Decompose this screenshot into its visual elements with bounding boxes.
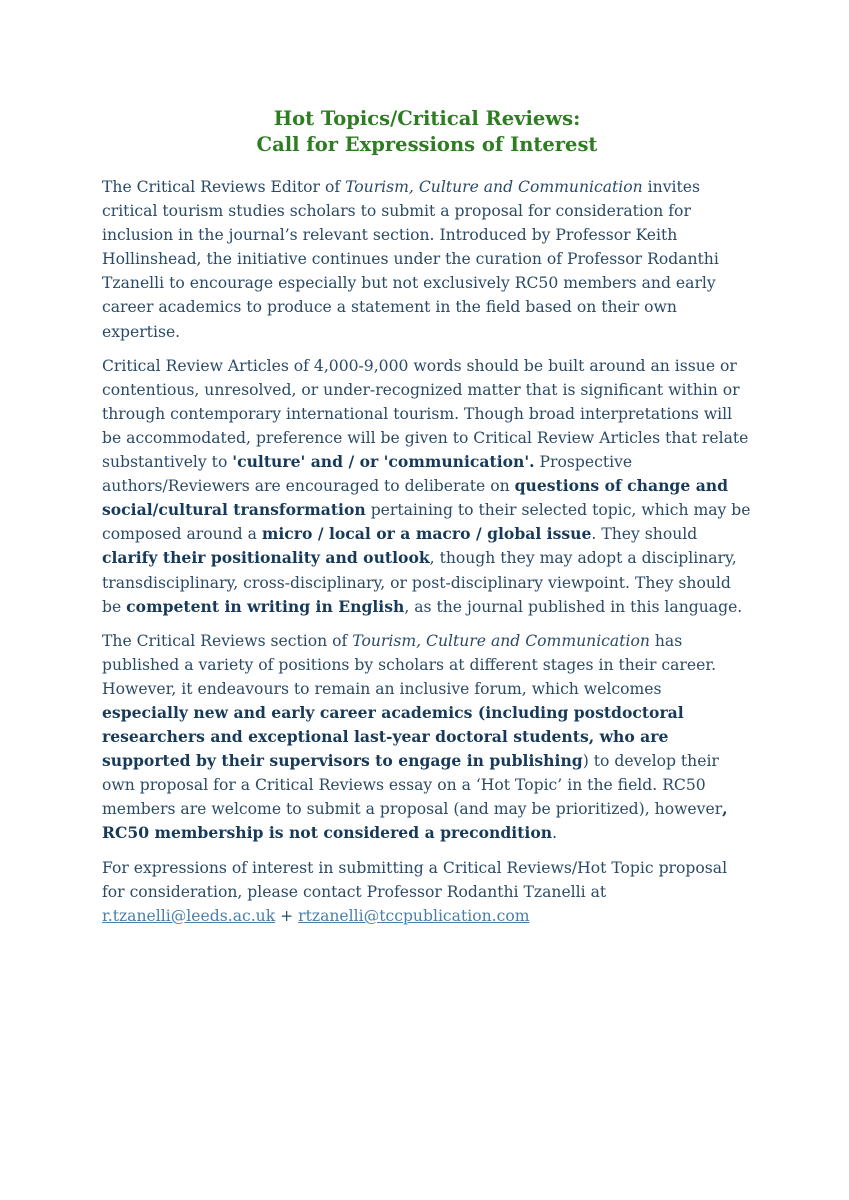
text: has published a variety of positions by scholars at different stages in their career. However, it endeavours to remain an inclusive forum, which welcomes xyxy=(102,631,717,698)
text: ) to develop their own proposal for a Critical Reviews essay on a ‘Hot Topic’ in the field. RC50 members are welcome to submit a proposal (and may be prioritized), however xyxy=(102,752,723,819)
journal-name: Tourism, Culture and Communication xyxy=(352,631,650,650)
emphasis: , RC50 membership is not considered a precondition xyxy=(102,799,728,843)
page-title xyxy=(102,106,752,158)
text: . They should xyxy=(591,525,698,544)
email-link-tcc[interactable]: rtzanelli@tccpublication.com xyxy=(298,906,530,925)
title-line-1: Hot Topics/Critical Reviews: xyxy=(273,107,581,130)
paragraph-eligibility xyxy=(102,629,752,846)
emphasis: 'culture' and / or 'communication'. xyxy=(232,452,535,472)
emphasis: competent in writing in English xyxy=(126,596,405,616)
paragraph-requirements xyxy=(102,354,752,619)
document-page xyxy=(102,106,752,938)
text: The Critical Reviews Editor of xyxy=(102,178,346,196)
title-line-2: Call for Expressions of Interest xyxy=(256,133,598,156)
email-link-leeds[interactable]: r.tzanelli@leeds.ac.uk xyxy=(102,906,276,925)
emphasis: questions of change and social/cultural transformation xyxy=(102,476,729,520)
text: , as the journal published in this language. xyxy=(404,597,743,616)
paragraph-intro xyxy=(102,175,752,344)
journal-name: Tourism, Culture and Communication xyxy=(345,178,643,196)
emphasis: micro / local or a macro / global issue xyxy=(261,524,592,544)
paragraph-contact xyxy=(102,856,752,928)
text: . xyxy=(552,824,558,843)
emphasis: especially new and early career academics (including postdoctoral researchers and exceptional last-year doctoral students, who are supported by their supervisors to engage in publishing xyxy=(102,702,684,771)
text: invites critical tourism studies scholars to submit a proposal for consideration for inclusion in the journal’s relevant section. Introduced by Professor Keith Hollinshead, the initiative continues under the curation of Professor Rodanthi Tzanelli to encourage especially but not exclusively RC50 members and early career academics to produce a statement in the field based on their own expertise. xyxy=(102,178,719,341)
text: Prospective authors/Reviewers are encouraged to deliberate on xyxy=(102,453,633,496)
separator: + xyxy=(275,906,299,925)
text: For expressions of interest in submitting a Critical Reviews/Hot Topic proposal for consideration, please contact Professor Rodanthi Tzanelli at xyxy=(102,858,728,901)
text: pertaining to their selected topic, which may be composed around a xyxy=(102,501,751,544)
text: The Critical Reviews section of xyxy=(102,631,353,650)
emphasis: clarify their positionality and outlook xyxy=(102,548,430,568)
text: , though they may adopt a disciplinary, transdisciplinary, cross-disciplinary, or post-disciplinary viewpoint. They should be xyxy=(102,549,737,616)
text: Critical Review Articles of 4,000-9,000 words should be built around an issue or contentious, unresolved, or under-recognized matter that is significant within or through contemporary international tourism. Though broad interpretations will be accommodated, preference will be given to Critical Review Articles that relate substantively to xyxy=(102,356,749,472)
